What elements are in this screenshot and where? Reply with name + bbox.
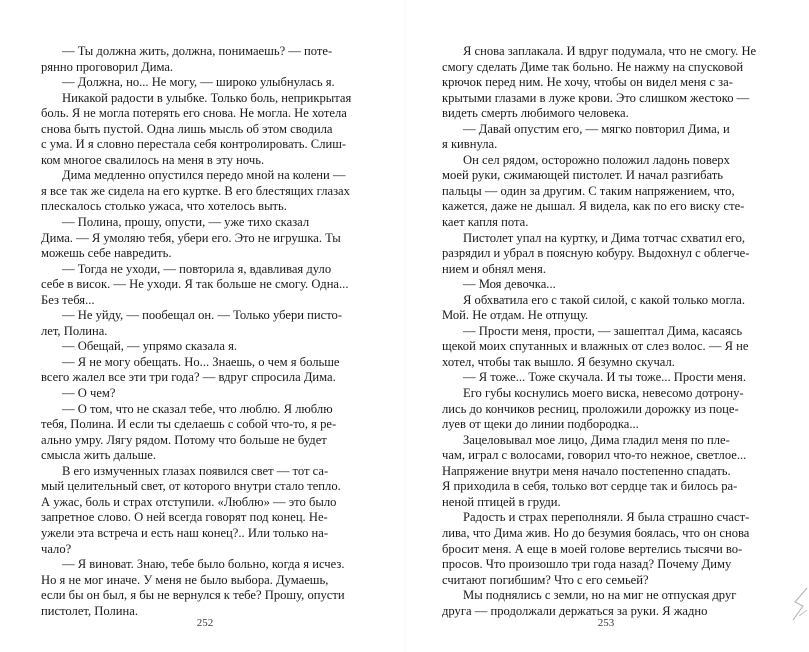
right-page bbox=[442, 44, 768, 619]
paragraph: — Я не могу обещать. Но... Знаешь, о чем я больше всего жалел все эти три года? — вдруг спросила Дима. bbox=[41, 354, 340, 385]
paragraph: — О чем? bbox=[62, 386, 116, 401]
paragraph: — Полина, прошу, опусти, — уже тихо сказал Дима. — Я умоляю тебя, убери его. Это не игрушка. Ты можешь себе навредить. bbox=[41, 215, 341, 261]
paragraph: — Давай опустим его, — мягко повторил Дима, и я кивнула. bbox=[442, 121, 730, 152]
paragraph: Никакой радости в улыбке. Только боль, неприкрытая боль. Я не могла потерять его снова. Не могла. Не хотела снова быть пустой. Одна лишь мысль об этом сводила с ума. И я словно перестала себя контролировать. Слиш- ком многое свалилось на меня в эту ночь. bbox=[41, 90, 352, 167]
paragraph: — О том, что не сказал тебе, что люблю. Я люблю тебя, Полина. И если ты сделаешь с собой что-то, я ре- ально умру. Лягу рядом. Потому что больше не будет смысла жить дальше. bbox=[41, 401, 337, 463]
page-number-left: 252 bbox=[196, 617, 214, 629]
paragraph: Мы поднялись с земли, но на миг не отпуская друг друга — продолжали держаться за руки. Я жадно bbox=[442, 588, 737, 618]
paragraph: Радость и страх переполняли. Я была страшно счаст- лива, что Дима жив. Но до безумия боялась, что он снова бросит меня. А еще в моей голове вертелись тысячи во- просов. Что произошло три года назад? Почему Диму считают погибшим? Что с его семьей? bbox=[442, 510, 750, 587]
paragraph: — Должна, но... Не могу, — широко улыбнулась я. bbox=[62, 75, 335, 90]
paragraph: Дима медленно опустился передо мной на колени — я все так же сидела на его куртке. В его блестящих глазах плескалось столько ужаса, что хотелось выть. bbox=[41, 168, 350, 214]
paragraph: Я обхватила его с такой силой, с какой только могла. Мой. Не отдам. Не отпущу. bbox=[442, 292, 746, 323]
paragraph: — Прости меня, прости, — зашептал Дима, касаясь щекой моих спутанных и влажных от слез волос. — Я не хотел, чтобы так вышло. Я безумно скучал. bbox=[442, 323, 749, 369]
page-number-right: 253 bbox=[597, 617, 615, 629]
paragraph: Я снова заплакала. И вдруг подумала, что не смогу. Не смогу сделать Диме так больно. Не нажму на спусковой крючок перед ним. Не хочу, чтобы он видел меня с за- крытыми глазами в луже крови. Это слишком жестоко — видеть смерть любимого человека. bbox=[442, 44, 757, 121]
paragraph: — Я виноват. Знаю, тебе было больно, когда я исчез. Но я не мог иначе. У меня не было выбора. Думаешь, если бы он был, я бы не вернулся к тебе? Прошу, опусти пистолет, Полина. bbox=[41, 557, 345, 618]
paragraph: Зацеловывал мое лицо, Дима гладил меня по пле- чам, играл с волосами, говорил что-то нежное, светлое... Напряжение внутри меня начало постепенно спадать. Я приходила в себя, только вот сердце так и билось ра- неной птицей в груди. bbox=[442, 432, 747, 509]
paragraph: Его губы коснулись моего виска, невесомо дотрону- лись до кончиков ресниц, проложили дорожку из поце- луев от щеки до линии подбородка... bbox=[442, 386, 744, 432]
page-gutter bbox=[404, 0, 405, 652]
corner-ornament-icon bbox=[789, 580, 809, 640]
paragraph: — Я тоже... Тоже скучала. И ты тоже... Прости меня. bbox=[463, 370, 746, 385]
paragraph: — Обещай, — упрямо сказала я. bbox=[62, 339, 238, 354]
paragraph: — Ты должна жить, должна, понимаешь? — поте- рянно проговорил Дима. bbox=[41, 44, 333, 74]
paragraph: В его измученных глазах появился свет — тот са- мый целительный свет, от которого внутри стало тепло. А ужас, боль и страх отступили. «Люблю» — это было запретное слово. О ней всегда говорят под конец. Не- ужели эта встреча и есть наш конец?.. Или только на- чало? bbox=[41, 463, 341, 556]
paragraph: — Моя девочка... bbox=[463, 277, 556, 292]
paragraph: Пистолет упал на куртку, и Дима тотчас схватил его, разрядил и убрал в поясную кобуру. Выдохнул с облегче- нием и обнял меня. bbox=[442, 230, 750, 276]
paragraph: Он сел рядом, осторожно положил ладонь поверх моей руки, сжимающей пистолет. И начал разгибать пальцы — один за другим. С таким напряжением, что, кажется, даже не дышал. Я видела, как по его виску сте- кает капля пота. bbox=[442, 152, 745, 230]
paragraph: — Тогда не уходи, — повторила я, вдавливая дуло себе в висок. — Не уходи. Я так больше не смогу. Одна... Без тебя... bbox=[41, 261, 349, 307]
left-page bbox=[41, 44, 365, 619]
paragraph: — Не уйду, — пообещал он. — Только убери писто- лет, Полина. bbox=[41, 308, 343, 338]
